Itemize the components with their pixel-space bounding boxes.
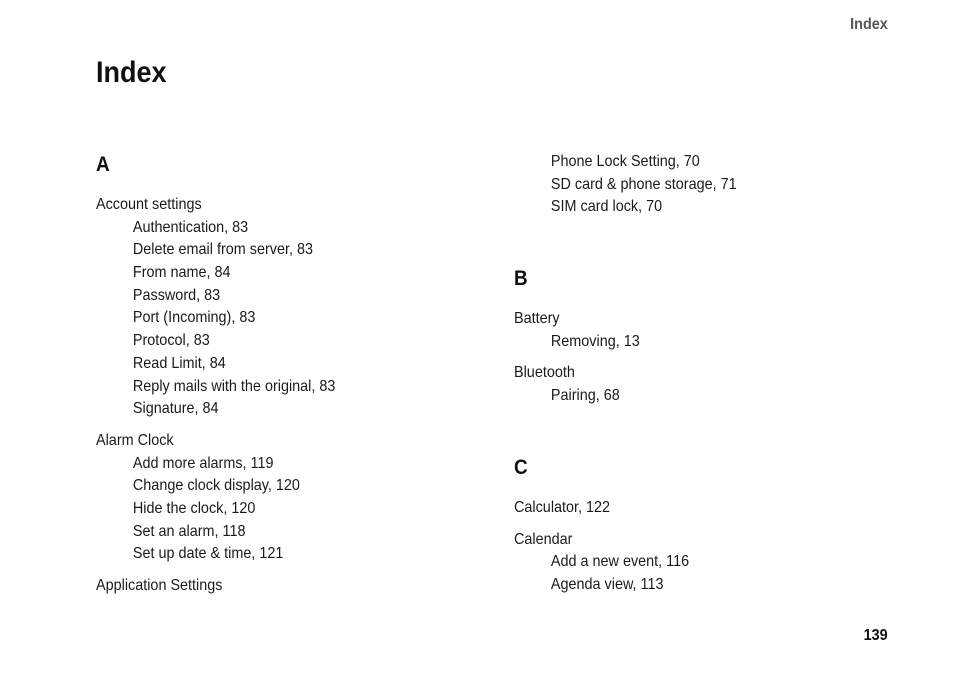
index-subterm: Add more alarms, 119 [132, 454, 274, 472]
index-subterm: Set up date & time, 121 [132, 545, 284, 563]
index-subterm: Port (Incoming), 83 [132, 309, 256, 327]
index-subterm: Set an alarm, 118 [132, 522, 246, 540]
index-subterm: Read Limit, 84 [132, 354, 226, 372]
index-subterm: Protocol, 83 [132, 332, 210, 350]
page-title: Index [96, 56, 167, 89]
index-subterm: Add a new event, 116 [550, 553, 690, 571]
index-subterm: Authentication, 83 [132, 218, 249, 236]
index-letter-b: B [514, 267, 528, 291]
index-subterm: Delete email from server, 83 [132, 241, 313, 259]
index-term-application-settings: Application Settings [96, 577, 223, 594]
index-subterm: SIM card lock, 70 [550, 198, 663, 216]
running-head: Index [850, 16, 888, 33]
index-term-account-settings: Account settings [96, 196, 202, 213]
index-term-battery: Battery [514, 310, 560, 328]
index-subterm: Pairing, 68 [550, 387, 620, 405]
index-subterm: Reply mails with the original, 83 [132, 377, 336, 395]
index-column-left [96, 151, 438, 598]
index-term-calculator: Calculator, 122 [514, 498, 611, 516]
index-subterm: SD card & phone storage, 71 [550, 175, 737, 193]
index-term-calendar: Calendar [514, 530, 573, 548]
index-term-alarm-clock: Alarm Clock [96, 431, 174, 449]
index-subterm: Hide the clock, 120 [132, 499, 256, 517]
index-subterm: Phone Lock Setting, 70 [550, 153, 700, 170]
index-subterm: Change clock display, 120 [132, 477, 300, 495]
index-subterm: Password, 83 [132, 286, 221, 304]
index-letter-a: A [96, 153, 110, 176]
index-subterm: Agenda view, 113 [550, 575, 664, 593]
index-subterm: From name, 84 [132, 264, 231, 282]
index-subterm: Signature, 84 [132, 400, 219, 418]
index-subterm: Removing, 13 [550, 332, 640, 350]
index-column-right [514, 151, 856, 597]
page-number: 139 [863, 627, 888, 644]
index-letter-c: C [514, 455, 528, 479]
index-term-bluetooth: Bluetooth [514, 364, 575, 382]
